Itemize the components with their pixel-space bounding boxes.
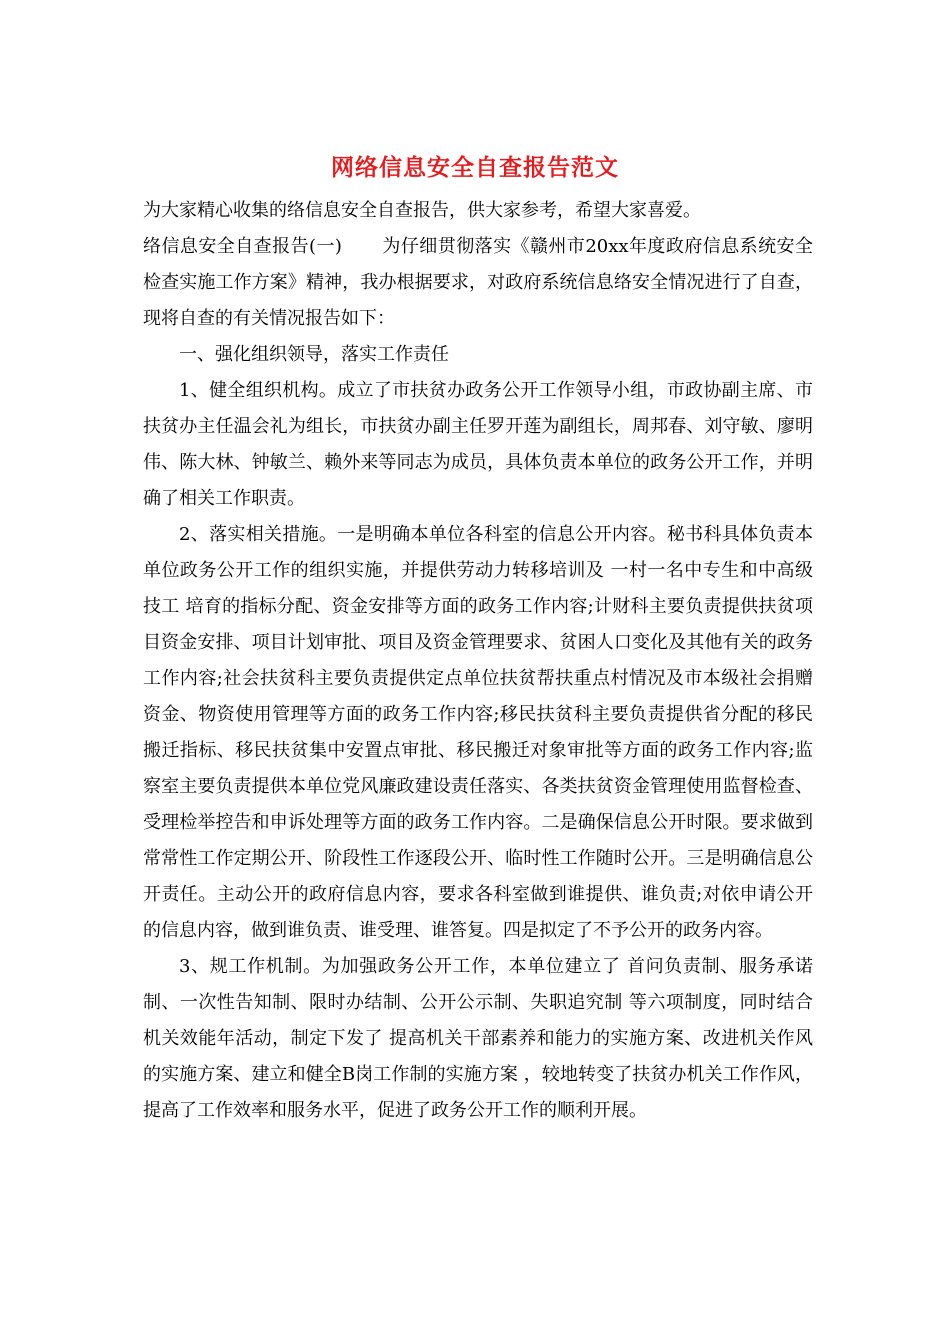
- report-paragraph: [143, 229, 813, 337]
- report-opening: 为仔细贯彻落实《赣州市20xx年度政府信息系统安全检查实施工作方案》精神，我办根据要求，对政府系统信息络安全情况进行了自查，现将自查的有关情况报告如下：: [143, 236, 813, 329]
- document-body: [143, 193, 813, 1129]
- report-heading: 络信息安全自查报告(一): [143, 236, 342, 257]
- section1-heading: 一、强化组织领导，落实工作责任: [179, 344, 449, 365]
- item2-paragraph: 2、落实相关措施。一是明确本单位各科室的信息公开内容。秘书科具体负责本单位政务公开工作的组织实施，并提供劳动力转移培训及 一村一名中专生和中高级技工 培育的指标分配、资金安排等方面的政务工作内容;计财科主要负责提供扶贫项目资金安排、项目计划审批、项目及资金管理要求、贫困人口变化及其他有关的政务工作内容;社会扶贫科主要负责提供定点单位扶贫帮扶重点村情况及市本级社会捐赠资金、物资使用管理等方面的政务工作内容;移民扶贫科主要负责提供省分配的移民搬迁指标、移民扶贫集中安置点审批、移民搬迁对象审批等方面的政务工作内容;监察室主要负责提供本单位党风廉政建设责任落实、各类扶贫资金管理使用监督检查、受理检举控告和申诉处理等方面的政务工作内容。二是确保信息公开时限。要求做到常常性工作定期公开、阶段性工作逐段公开、临时性工作随时公开。三是明确信息公开责任。主动公开的政府信息内容，要求各科室做到谁提供、谁负责;对依申请公开的信息内容，做到谁负责、谁受理、谁答复。四是拟定了不予公开的政务内容。: [143, 524, 813, 941]
- item3-paragraph: 3、规工作机制。为加强政务公开工作，本单位建立了 首问负责制、服务承诺制、一次性告知制、限时办结制、公开公示制、失职追究制 等六项制度，同时结合机关效能年活动，制定下发了 提高机关干部素养和能力的实施方案、改进机关作风的实施方案、建立和健全B岗工作制的实施方案 ，较地转变了扶贫办机关工作作风，提高了工作效率和服务水平，促进了政务公开工作的顺利开展。: [143, 956, 813, 1121]
- item1-paragraph: 1、健全组织机构。成立了市扶贫办政务公开工作领导小组，市政协副主席、市扶贫办主任温会礼为组长，市扶贫办副主任罗开莲为副组长，周邦春、刘守敏、廖明伟、陈大林、钟敏兰、赖外来等同志为成员，具体负责本单位的政务公开工作，并明确了相关工作职责。: [143, 380, 813, 509]
- document-title: 网络信息安全自查报告范文: [331, 154, 619, 181]
- intro-paragraph: 为大家精心收集的络信息安全自查报告，供大家参考，希望大家喜爱。: [143, 200, 701, 221]
